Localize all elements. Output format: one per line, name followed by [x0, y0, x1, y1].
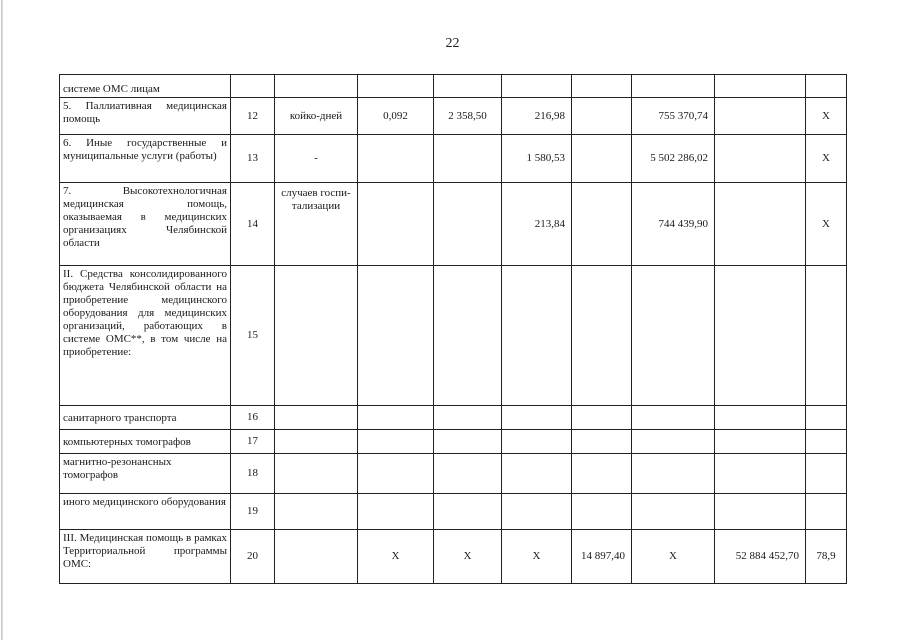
row-cell	[572, 266, 632, 406]
row-number	[231, 75, 275, 98]
row-cell	[358, 75, 434, 98]
table-row	[60, 135, 847, 183]
row-cell	[572, 135, 632, 183]
row-cell	[502, 75, 572, 98]
row-cell	[715, 430, 806, 454]
row-cell	[572, 98, 632, 135]
row-cell	[572, 183, 632, 266]
row-cell: X	[434, 530, 502, 584]
row-unit: случаев госпи-тализации	[275, 183, 358, 266]
row-unit	[275, 530, 358, 584]
row-cell	[715, 406, 806, 430]
row-name: II. Средства консолидированного бюджета Челябинской области на приобретение медицинского оборудования для медицинских организаций, работающих в системе ОМС**, в том числе на приобретение:	[60, 266, 231, 406]
row-cell	[715, 183, 806, 266]
row-cell	[632, 266, 715, 406]
row-cell	[632, 454, 715, 494]
table-row	[60, 75, 847, 98]
table-row	[60, 530, 847, 584]
row-cell	[358, 183, 434, 266]
row-number: 12	[231, 98, 275, 135]
row-number: 17	[231, 430, 275, 454]
table-row	[60, 266, 847, 406]
row-cell	[572, 454, 632, 494]
row-cell	[715, 454, 806, 494]
page-number: 22	[445, 36, 460, 51]
row-cell: X	[358, 530, 434, 584]
row-cell	[715, 266, 806, 406]
row-cell	[434, 266, 502, 406]
row-cell: X	[806, 183, 847, 266]
row-cell	[434, 135, 502, 183]
row-cell	[434, 183, 502, 266]
row-cell	[632, 494, 715, 530]
row-cell	[806, 75, 847, 98]
row-cell	[806, 406, 847, 430]
row-unit	[275, 454, 358, 494]
row-cell: 744 439,90	[632, 183, 715, 266]
row-cell	[434, 75, 502, 98]
row-cell	[572, 494, 632, 530]
row-number: 15	[231, 266, 275, 406]
row-number: 14	[231, 183, 275, 266]
row-cell	[715, 98, 806, 135]
row-cell: 2 358,50	[434, 98, 502, 135]
row-cell: X	[806, 135, 847, 183]
row-cell: X	[502, 530, 572, 584]
row-name: компьютерных томографов	[60, 430, 231, 454]
row-cell	[715, 75, 806, 98]
row-name: иного медицинского оборудования	[60, 494, 231, 530]
row-cell	[572, 75, 632, 98]
row-name: санитарного транспорта	[60, 406, 231, 430]
row-cell	[434, 406, 502, 430]
row-cell	[358, 430, 434, 454]
row-name: III. Медицинская помощь в рамках Территориальной программы ОМС:	[60, 530, 231, 584]
row-cell	[632, 406, 715, 430]
row-cell	[632, 75, 715, 98]
row-name: 5. Паллиативная медицинская помощь	[60, 98, 231, 135]
row-cell: 755 370,74	[632, 98, 715, 135]
row-cell: 1 580,53	[502, 135, 572, 183]
row-cell	[502, 454, 572, 494]
row-cell	[434, 494, 502, 530]
row-number: 16	[231, 406, 275, 430]
row-unit	[275, 75, 358, 98]
row-name: магнитно-резонансных томографов	[60, 454, 231, 494]
row-cell	[572, 430, 632, 454]
row-cell	[358, 494, 434, 530]
row-unit: -	[275, 135, 358, 183]
row-cell	[502, 430, 572, 454]
row-cell: 14 897,40	[572, 530, 632, 584]
budget-table	[59, 74, 847, 584]
row-unit	[275, 430, 358, 454]
row-cell: 5 502 286,02	[632, 135, 715, 183]
row-cell: X	[806, 98, 847, 135]
row-cell	[502, 266, 572, 406]
row-cell	[806, 454, 847, 494]
row-cell	[502, 494, 572, 530]
row-unit	[275, 494, 358, 530]
row-unit	[275, 406, 358, 430]
table-row	[60, 454, 847, 494]
row-cell	[572, 406, 632, 430]
row-cell: 0,092	[358, 98, 434, 135]
row-cell: 52 884 452,70	[715, 530, 806, 584]
scan-left-edge	[1, 0, 3, 640]
row-cell	[632, 430, 715, 454]
row-cell	[502, 406, 572, 430]
row-cell	[715, 135, 806, 183]
row-cell	[434, 430, 502, 454]
row-name: 6. Иные государственные и муниципальные услуги (работы)	[60, 135, 231, 183]
row-cell: 78,9	[806, 530, 847, 584]
row-name: системе ОМС лицам	[60, 75, 231, 98]
row-cell	[715, 494, 806, 530]
table-row	[60, 98, 847, 135]
row-cell	[358, 406, 434, 430]
row-cell: 216,98	[502, 98, 572, 135]
row-cell	[806, 266, 847, 406]
row-unit: койко-дней	[275, 98, 358, 135]
row-number: 19	[231, 494, 275, 530]
row-cell	[358, 454, 434, 494]
row-cell	[434, 454, 502, 494]
row-number: 20	[231, 530, 275, 584]
row-number: 13	[231, 135, 275, 183]
row-cell	[806, 430, 847, 454]
row-cell	[358, 266, 434, 406]
row-cell: X	[632, 530, 715, 584]
row-cell	[806, 494, 847, 530]
row-name: 7. Высокотехнологичная медицинская помощь, оказываемая в медицинских организациях Челябинской области	[60, 183, 231, 266]
row-unit	[275, 266, 358, 406]
table-row	[60, 430, 847, 454]
row-cell	[358, 135, 434, 183]
row-number: 18	[231, 454, 275, 494]
table-row	[60, 183, 847, 266]
table-row	[60, 494, 847, 530]
row-cell: 213,84	[502, 183, 572, 266]
table-row	[60, 406, 847, 430]
